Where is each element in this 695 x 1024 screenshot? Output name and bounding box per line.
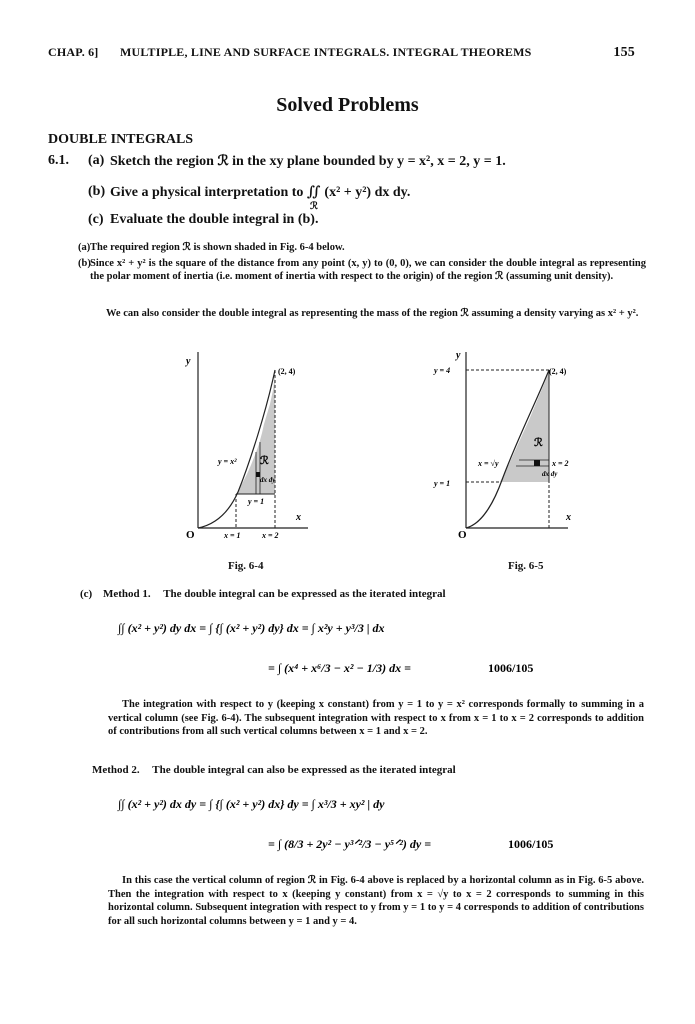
fig1-point: (2, 4) [278, 367, 296, 376]
fig1-curve-label: y = x² [218, 457, 237, 466]
method2-intro: The double integral can also be expressed as the iterated integral [152, 764, 456, 776]
part-a-label: (a) [88, 153, 105, 168]
part-b-region: ℛ [310, 201, 318, 212]
section-title: Solved Problems [276, 94, 419, 116]
fig1-origin: O [186, 529, 195, 541]
part-b-label: (b) [88, 184, 106, 199]
chapter-title: MULTIPLE, LINE AND SURFACE INTEGRALS. INTEGRAL THEOREMS [120, 45, 532, 59]
fig1-y1-label: y = 1 [248, 497, 265, 506]
fig2-x-label: x [566, 512, 571, 523]
problem-number: 6.1. [48, 153, 69, 168]
page-number: 155 [613, 45, 635, 60]
method2-explanation: In this case the vertical column of region ℛ in Fig. 6-4 above is replaced by a horizontal column as in Fig. 6-5 above. Then the integration with respect to x (keeping y constant) from x = √y to x = 2 corresponds to summing in this horizontal column. Subsequent integration with respect to y from y = 1 to y = 4 corresponds to addition of contributions for all such horizontal columns between y = 1 and y = 4. [108, 875, 644, 927]
m2-result: 1006/105 [508, 837, 554, 851]
answer-a [78, 241, 646, 254]
m2-line1: ∫∫ (x² + y²) dx dy = ∫ {∫ (x² + y²) dx} dy = ∫ x³/3 + xy² | dy [118, 797, 385, 811]
fig1-caption: Fig. 6-4 [228, 560, 264, 572]
answer-a-text: The required region ℛ is shown shaded in Fig. 6-4 below. [90, 242, 345, 253]
answer-b [78, 257, 646, 283]
fig2-curve-label: x = √y [478, 459, 499, 468]
part-c-answer-label: (c) [80, 588, 93, 600]
fig2-element [534, 460, 540, 466]
fig2-origin: O [458, 529, 467, 541]
fig2-y-label: y [456, 350, 461, 361]
figure-6-5 [434, 342, 588, 542]
fig1-x2-label: x = 2 [262, 531, 279, 540]
answer-b2: We can also consider the double integral as representing the mass of the region ℛ assuming a density varying as x² + y². [106, 308, 639, 319]
figure-6-4 [168, 342, 328, 542]
m1-line1: ∫∫ (x² + y²) dy dx = ∫ {∫ (x² + y²) dy} dx = ∫ x²y + y³/3 | dx [118, 621, 385, 635]
answer-a-label: (a) [78, 242, 91, 253]
fig1-element-label: dx dy [260, 476, 276, 484]
fig1-x1-label: x = 1 [224, 531, 241, 540]
fig2-caption: Fig. 6-5 [508, 560, 544, 572]
fig2-x2-label: x = 2 [552, 459, 569, 468]
part-a-text: Sketch the region ℛ in the xy plane bounded by y = x², x = 2, y = 1. [110, 154, 506, 169]
method1-intro: The double integral can be expressed as the iterated integral [163, 588, 446, 600]
method1-label: Method 1. [102, 588, 151, 600]
m1-result: 1006/105 [488, 661, 534, 675]
answer-b-text: Since x² + y² is the square of the distance from any point (x, y) to (0, 0), we can consider the double integral as representing the polar moment of inertia (i.e. moment of inertia with respect to the origin) of the region ℛ (assuming unit density). [90, 258, 646, 282]
method1-explanation: The integration with respect to y (keeping x constant) from y = 1 to y = x² corresponds formally to summing in a vertical column (see Fig. 6-4). The subsequent integration with respect to x from x = 1 to x = 2 corresponds to addition of contributions from all such vertical columns between x = 1 and x = 2. [108, 699, 644, 738]
method2-label: Method 2. [92, 764, 140, 776]
method1-equations [118, 608, 648, 688]
method1-heading [80, 588, 446, 600]
subsection-title: DOUBLE INTEGRALS [48, 132, 194, 147]
part-c-label: (c) [88, 212, 104, 227]
part-b-text: Give a physical interpretation to ∬ (x² + y²) dx dy. [110, 185, 411, 200]
m1-line2: = ∫ (x⁴ + x⁶/3 − x² − 1/3) dx = [268, 661, 411, 675]
fig2-y4-label: y = 4 [434, 366, 451, 375]
method2-heading [92, 764, 456, 776]
fig1-x-label: x [296, 512, 301, 523]
fig2-point: (2, 4) [549, 367, 567, 376]
chapter-label: CHAP. 6] [48, 45, 99, 59]
fig1-region-label: ℛ [260, 455, 269, 467]
fig2-y1-label: y = 1 [434, 479, 451, 488]
fig2-element-label: dx dy [542, 470, 558, 478]
m2-line2: = ∫ (8/3 + 2y² − y³ᐟ²/3 − y⁵ᐟ²) dy = [268, 837, 432, 851]
fig2-region-label: ℛ [534, 437, 543, 449]
part-c-text: Evaluate the double integral in (b). [110, 212, 319, 227]
answer-b-label: (b) [78, 258, 91, 269]
fig1-y-label: y [186, 356, 191, 367]
method2-equations [118, 784, 648, 864]
